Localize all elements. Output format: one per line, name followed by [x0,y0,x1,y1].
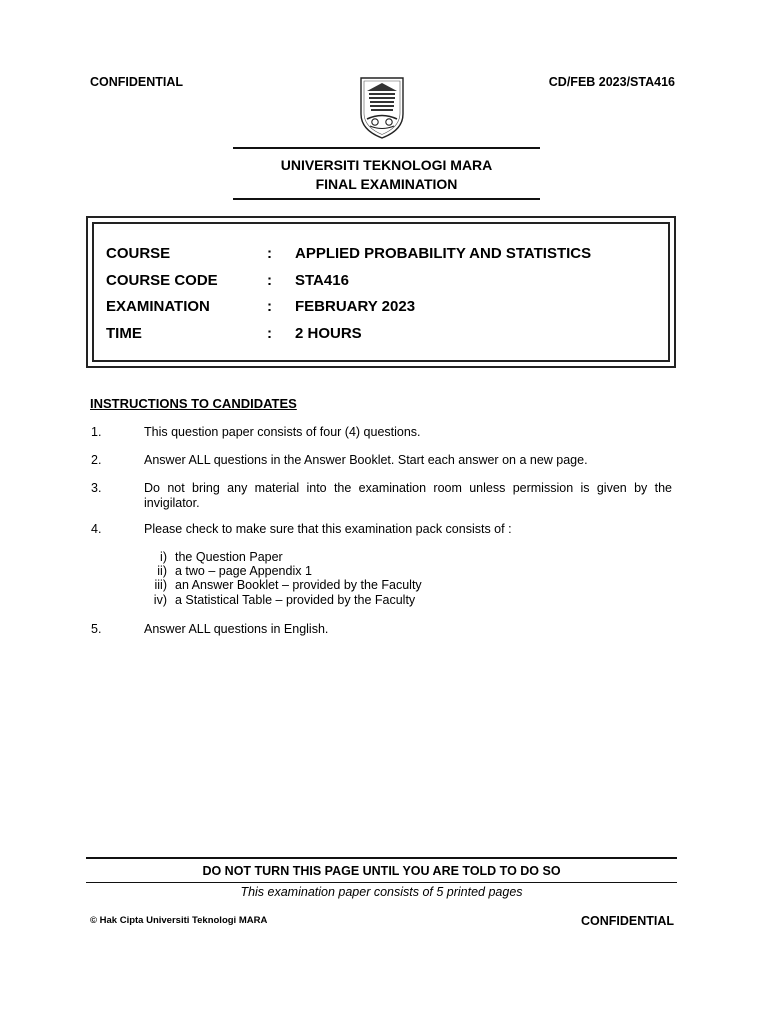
pack-item-number: ii) [157,564,167,578]
time-colon: : [267,325,272,342]
examination-label: EXAMINATION [106,298,210,315]
pack-item-number: iv) [153,593,167,607]
pack-item-number: i) [160,550,167,564]
header-document-code: CD/FEB 2023/STA416 [548,75,675,89]
instruction-number: 4. [91,522,102,536]
instruction-number: 5. [91,622,102,636]
pack-item-number: iii) [154,578,167,592]
footer-bottom-rule [86,882,677,883]
footer-top-rule [86,857,677,859]
pack-item-text: a Statistical Table – provided by the Faculty [175,593,416,607]
course-info-box [86,216,676,368]
course-label: COURSE [106,245,171,262]
university-name: UNIVERSITI TEKNOLOGI MARA [280,157,493,173]
header-confidential-label: CONFIDENTIAL [90,75,184,89]
instruction-number: 1. [91,425,102,439]
pack-item-text: an Answer Booklet – provided by the Faculty [175,578,422,592]
instruction-text: Please check to make sure that this examination pack consists of : [144,522,512,536]
page-count-note: This examination paper consists of 5 printed pages [240,885,523,899]
instruction-text: Do not bring any material into the examination room unless permission is given by the invigilator. [144,481,672,510]
pack-item-text: the Question Paper [175,550,283,564]
pack-item-text: a two – page Appendix 1 [175,564,312,578]
university-crest-icon [358,76,406,140]
instruction-number: 2. [91,453,102,467]
do-not-turn-warning: DO NOT TURN THIS PAGE UNTIL YOU ARE TOLD TO DO SO [202,864,561,878]
time-value: 2 HOURS [295,325,362,342]
instruction-text: This question paper consists of four (4) questions. [144,425,421,439]
time-label: TIME [106,325,142,342]
examination-colon: : [267,298,272,315]
course-code-value: STA416 [295,272,349,289]
course-value: APPLIED PROBABILITY AND STATISTICS [295,245,592,262]
title-bottom-rule [233,198,540,200]
instruction-number: 3. [91,481,102,495]
course-info-box-inner-border [92,222,670,362]
course-colon: : [267,245,272,262]
instruction-text: Answer ALL questions in English. [144,622,329,636]
examination-value: FEBRUARY 2023 [295,298,416,315]
instruction-text: Answer ALL questions in the Answer Booklet. Start each answer on a new page. [144,453,588,467]
exam-type-title: FINAL EXAMINATION [315,176,458,192]
instructions-heading: INSTRUCTIONS TO CANDIDATES [90,396,297,411]
course-code-colon: : [267,272,272,289]
course-code-label: COURSE CODE [106,272,218,289]
copyright-notice: © Hak Cipta Universiti Teknologi MARA [90,915,268,926]
title-top-rule [233,147,540,149]
footer-confidential-label: CONFIDENTIAL [580,914,674,928]
